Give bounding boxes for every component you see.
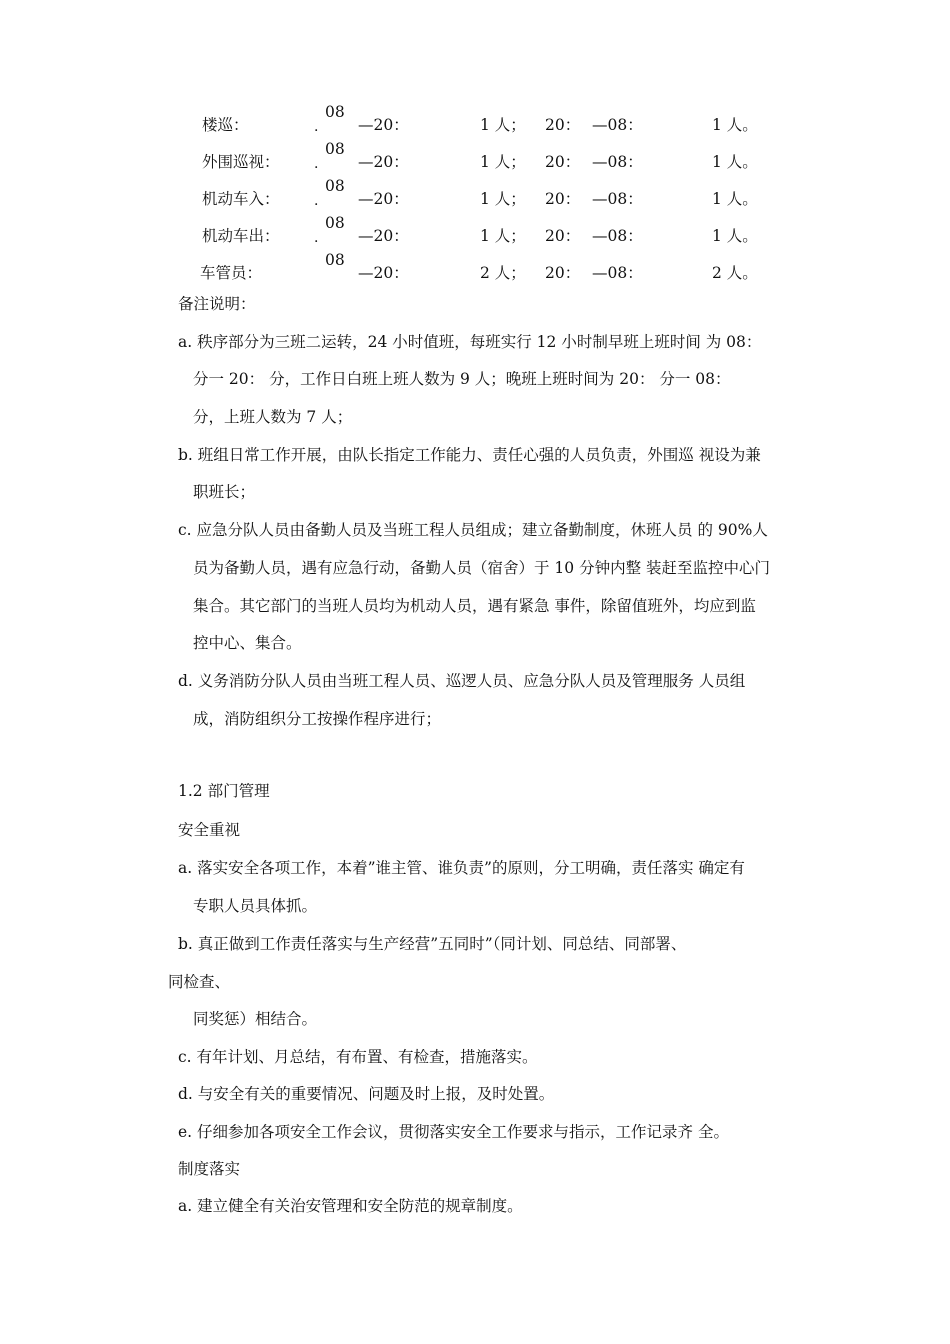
- note-b-line-1: b. 班组日常工作开展，由队长指定工作能力、责任心强的人员负责，外围巡 视设为兼: [178, 446, 761, 464]
- shift-label: 机动车出：: [202, 227, 280, 245]
- day-count: 2 人；: [480, 264, 526, 282]
- day-start: 08: [325, 177, 345, 195]
- safety-c: c. 有年计划、月总结，有布置、有检查，措施落实。: [178, 1048, 538, 1066]
- dot-mark: ·: [314, 123, 319, 139]
- shift-label: 外围巡视：: [202, 153, 280, 171]
- day-end: —20：: [358, 190, 409, 208]
- note-d-line-1: d. 义务消防分队人员由当班工程人员、巡逻人员、应急分队人员及管理服务 人员组: [178, 672, 746, 690]
- system-heading: 制度落实: [178, 1160, 241, 1178]
- safety-heading: 安全重视: [178, 821, 241, 839]
- night-count: 1 人。: [712, 116, 758, 134]
- dot-mark: ·: [314, 197, 319, 213]
- notes-heading: 备注说明：: [178, 295, 256, 313]
- system-a: a. 建立健全有关治安管理和安全防范的规章制度。: [178, 1197, 523, 1215]
- note-c-line-3: 集合。其它部门的当班人员均为机动人员，遇有紧急 事件，除留值班外，均应到监: [193, 597, 756, 615]
- night-end: —08：: [592, 190, 643, 208]
- night-start: 20：: [545, 116, 581, 134]
- night-count: 2 人。: [712, 264, 758, 282]
- safety-a-line-2: 专职人员具体抓。: [193, 897, 318, 915]
- shift-label: 楼巡：: [202, 116, 249, 134]
- note-a-line-1: a. 秩序部分为三班二运转，24 小时值班，每班实行 12 小时制早班上班时间 为 08：: [178, 333, 762, 351]
- night-end: —08：: [592, 116, 643, 134]
- note-b-line-2: 职班长；: [193, 483, 256, 501]
- note-a-line-3: 分，上班人数为 7 人；: [193, 408, 353, 426]
- section-title: 1.2 部门管理: [178, 782, 270, 800]
- shift-row-vehicle-entry: [0, 179, 950, 215]
- night-end: —08：: [592, 153, 643, 171]
- shift-row-perimeter-patrol: [0, 142, 950, 178]
- safety-b-line-2: 同检查、: [168, 973, 231, 991]
- note-d-line-2: 成，消防组织分工按操作程序进行；: [193, 710, 442, 728]
- night-count: 1 人。: [712, 227, 758, 245]
- safety-a-line-1: a. 落实安全各项工作，本着”谁主管、谁负责”的原则，分工明确，责任落实 确定有: [178, 859, 745, 877]
- night-start: 20：: [545, 227, 581, 245]
- note-c-line-4: 控中心、集合。: [193, 634, 302, 652]
- shift-row-floor-patrol: [0, 105, 950, 141]
- night-start: 20：: [545, 190, 581, 208]
- day-end: —20：: [358, 116, 409, 134]
- day-count: 1 人；: [480, 153, 526, 171]
- night-count: 1 人。: [712, 190, 758, 208]
- shift-label: 机动车入：: [202, 190, 280, 208]
- night-end: —08：: [592, 227, 643, 245]
- day-end: —20：: [358, 153, 409, 171]
- note-c-line-1: c. 应急分队人员由备勤人员及当班工程人员组成；建立备勤制度，休班人员 的 90%人: [178, 521, 768, 539]
- night-start: 20：: [545, 264, 581, 282]
- day-start: 08: [325, 214, 345, 232]
- shift-label: 车管员：: [200, 264, 263, 282]
- day-start: 08: [325, 251, 345, 269]
- day-count: 1 人；: [480, 227, 526, 245]
- safety-e: e. 仔细参加各项安全工作会议，贯彻落实安全工作要求与指示，工作记录齐 全。: [178, 1123, 729, 1141]
- note-a-line-2: 分一 20： 分，工作日白班上班人数为 9 人；晚班上班时间为 20： 分一 08：: [193, 370, 731, 388]
- night-start: 20：: [545, 153, 581, 171]
- shift-row-vehicle-exit: [0, 216, 950, 252]
- day-count: 1 人；: [480, 116, 526, 134]
- safety-d: d. 与安全有关的重要情况、问题及时上报，及时处置。: [178, 1085, 555, 1103]
- day-start: 08: [325, 103, 345, 121]
- note-c-line-2: 员为备勤人员，遇有应急行动，备勤人员（宿舍）于 10 分钟内整 装赶至监控中心门: [193, 559, 771, 577]
- night-end: —08：: [592, 264, 643, 282]
- day-start: 08: [325, 140, 345, 158]
- dot-mark: ·: [314, 160, 319, 176]
- day-end: —20：: [358, 264, 409, 282]
- dot-mark: ·: [314, 234, 319, 250]
- day-count: 1 人；: [480, 190, 526, 208]
- night-count: 1 人。: [712, 153, 758, 171]
- day-end: —20：: [358, 227, 409, 245]
- safety-b-line-1: b. 真正做到工作责任落实与生产经营”五同时”（同计划、同总结、同部署、: [178, 935, 687, 953]
- shift-row-parking-attendant: [0, 253, 950, 289]
- safety-b-line-3: 同奖惩）相结合。: [193, 1010, 318, 1028]
